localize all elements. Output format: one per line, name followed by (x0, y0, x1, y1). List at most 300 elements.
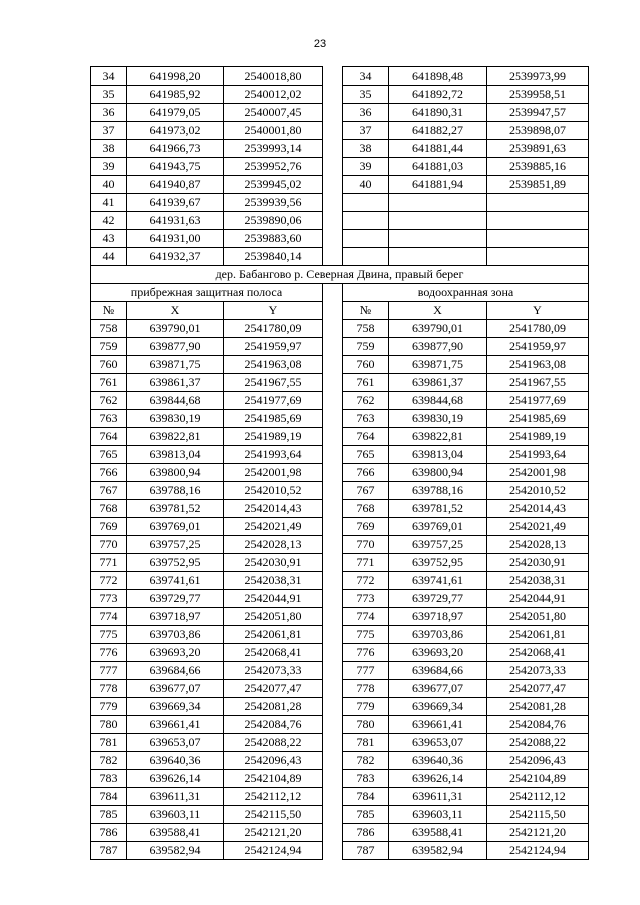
cell-y-left: 2541959,97 (224, 338, 323, 356)
cell-num-left: 44 (91, 248, 127, 266)
cell-x-right: 639800,94 (389, 464, 487, 482)
column-gap (323, 842, 343, 860)
cell-num-right: 777 (343, 662, 389, 680)
cell-x-left: 639790,01 (127, 320, 224, 338)
cell-y-right: 2542073,33 (487, 662, 589, 680)
cell-num-right: 786 (343, 824, 389, 842)
cell-num-left: 775 (91, 626, 127, 644)
page-number: 23 (313, 38, 327, 50)
cell-x-left: 639861,37 (127, 374, 224, 392)
cell-num-right: 775 (343, 626, 389, 644)
cell-x-left: 641973,02 (127, 122, 224, 140)
cell-y-right: 2539958,51 (487, 86, 589, 104)
cell-y-left: 2539883,60 (224, 230, 323, 248)
cell-y-left: 2542068,41 (224, 644, 323, 662)
cell-num-left: 40 (91, 176, 127, 194)
cell-y-right: 2539851,89 (487, 176, 589, 194)
cell-x-right: 639669,34 (389, 698, 487, 716)
cell-num-left: 762 (91, 392, 127, 410)
column-gap (323, 67, 343, 86)
cell-y-right: 2542010,52 (487, 482, 589, 500)
column-gap (323, 248, 343, 266)
cell-y-left: 2542073,33 (224, 662, 323, 680)
cell-y-left: 2542044,91 (224, 590, 323, 608)
cell-x-left: 641940,87 (127, 176, 224, 194)
cell-x-left: 641939,67 (127, 194, 224, 212)
cell-x-right: 639582,94 (389, 842, 487, 860)
cell-y-left: 2542010,52 (224, 482, 323, 500)
cell-x-right: 639757,25 (389, 536, 487, 554)
cell-num-right: 785 (343, 806, 389, 824)
cell-y-right: 2542084,76 (487, 716, 589, 734)
cell-y-left: 2542081,28 (224, 698, 323, 716)
cell-y-right: 2539973,99 (487, 67, 589, 86)
cell-x-left: 641931,63 (127, 212, 224, 230)
cell-num-right (343, 194, 389, 212)
column-gap (323, 86, 343, 104)
cell-num-right: 37 (343, 122, 389, 140)
cell-y-right: 2541977,69 (487, 392, 589, 410)
cell-num-right: 765 (343, 446, 389, 464)
table-row (91, 716, 589, 734)
cell-x-left: 639603,11 (127, 806, 224, 824)
cell-x-right: 641898,48 (389, 67, 487, 86)
cell-x-right: 639790,01 (389, 320, 487, 338)
cell-num-right: 782 (343, 752, 389, 770)
cell-x-left: 639813,04 (127, 446, 224, 464)
cell-x-right: 639703,86 (389, 626, 487, 644)
table-row (91, 338, 589, 356)
column-gap (323, 752, 343, 770)
cell-y-left: 2542112,12 (224, 788, 323, 806)
cell-num-left: 767 (91, 482, 127, 500)
table-row (91, 680, 589, 698)
table-row (91, 410, 589, 428)
cell-num-right: 760 (343, 356, 389, 374)
top-rows-group (91, 67, 589, 266)
cell-num-left: 37 (91, 122, 127, 140)
cell-x-right: 639693,20 (389, 644, 487, 662)
cell-num-right: 767 (343, 482, 389, 500)
cell-y-right: 2542061,81 (487, 626, 589, 644)
table-row (91, 464, 589, 482)
column-gap (323, 194, 343, 212)
cell-x-right (389, 212, 487, 230)
cell-num-left: 769 (91, 518, 127, 536)
table-row (91, 644, 589, 662)
column-gap (323, 500, 343, 518)
cell-x-left: 639769,01 (127, 518, 224, 536)
column-gap (323, 140, 343, 158)
table-row (91, 572, 589, 590)
table-row (91, 770, 589, 788)
cell-num-right (343, 230, 389, 248)
cell-x-right (389, 194, 487, 212)
table-row (91, 446, 589, 464)
cell-x-left: 639844,68 (127, 392, 224, 410)
cell-num-right: 781 (343, 734, 389, 752)
cell-x-left: 639788,16 (127, 482, 224, 500)
column-gap (323, 608, 343, 626)
cell-num-left: 39 (91, 158, 127, 176)
cell-num-left: 781 (91, 734, 127, 752)
cell-x-left: 639669,34 (127, 698, 224, 716)
cell-num-left: 36 (91, 104, 127, 122)
cell-x-right: 641890,31 (389, 104, 487, 122)
section-header-group (91, 266, 589, 320)
cell-x-left: 639626,14 (127, 770, 224, 788)
cell-y-left: 2542030,91 (224, 554, 323, 572)
cell-x-left: 641932,37 (127, 248, 224, 266)
cell-x-right: 639741,61 (389, 572, 487, 590)
cell-x-left: 639684,66 (127, 662, 224, 680)
column-gap (323, 572, 343, 590)
cell-num-right: 772 (343, 572, 389, 590)
column-gap (323, 338, 343, 356)
cell-x-left: 641943,75 (127, 158, 224, 176)
table-row (91, 482, 589, 500)
column-gap (323, 716, 343, 734)
cell-num-right (343, 212, 389, 230)
cell-num-right: 35 (343, 86, 389, 104)
cell-num-left: 778 (91, 680, 127, 698)
cell-y-right: 2541993,64 (487, 446, 589, 464)
cell-num-left: 42 (91, 212, 127, 230)
cell-y-left: 2540001,80 (224, 122, 323, 140)
cell-x-right: 641881,94 (389, 176, 487, 194)
column-gap (323, 230, 343, 248)
cell-y-right: 2542068,41 (487, 644, 589, 662)
cell-x-right: 639661,41 (389, 716, 487, 734)
cell-num-left: 761 (91, 374, 127, 392)
section-title: дер. Бабангово р. Северная Двина, правый берег (91, 266, 589, 284)
cell-y-right: 2539885,16 (487, 158, 589, 176)
column-gap (323, 122, 343, 140)
cell-y-right: 2542115,50 (487, 806, 589, 824)
cell-num-right: 771 (343, 554, 389, 572)
cell-y-left: 2541989,19 (224, 428, 323, 446)
cell-x-right: 639822,81 (389, 428, 487, 446)
table-row (91, 518, 589, 536)
table-row (91, 590, 589, 608)
cell-y-left: 2539945,02 (224, 176, 323, 194)
cell-x-right: 639769,01 (389, 518, 487, 536)
right-subtitle: водоохранная зона (343, 284, 589, 302)
cell-num-right: 40 (343, 176, 389, 194)
cell-num-left: 759 (91, 338, 127, 356)
column-gap (323, 662, 343, 680)
header-num-right: № (343, 302, 389, 320)
table-row (91, 392, 589, 410)
cell-y-left: 2540012,02 (224, 86, 323, 104)
column-gap (323, 392, 343, 410)
cell-x-right: 639718,97 (389, 608, 487, 626)
column-gap (323, 428, 343, 446)
column-gap (323, 824, 343, 842)
cell-x-left: 639640,36 (127, 752, 224, 770)
cell-x-left: 641966,73 (127, 140, 224, 158)
cell-y-right: 2539947,57 (487, 104, 589, 122)
cell-num-left: 770 (91, 536, 127, 554)
cell-x-right: 639830,19 (389, 410, 487, 428)
column-gap (323, 698, 343, 716)
coordinates-table (90, 66, 589, 860)
cell-num-right: 773 (343, 590, 389, 608)
cell-y-left: 2542038,31 (224, 572, 323, 590)
cell-x-right: 639729,77 (389, 590, 487, 608)
cell-y-right: 2541989,19 (487, 428, 589, 446)
header-num-left: № (91, 302, 127, 320)
cell-num-left: 764 (91, 428, 127, 446)
cell-y-right: 2542014,43 (487, 500, 589, 518)
cell-y-right: 2542044,91 (487, 590, 589, 608)
cell-x-left: 639703,86 (127, 626, 224, 644)
table-row (91, 842, 589, 860)
cell-x-left: 639588,41 (127, 824, 224, 842)
column-gap (323, 770, 343, 788)
cell-num-right: 38 (343, 140, 389, 158)
table-row (91, 752, 589, 770)
cell-x-right: 639677,07 (389, 680, 487, 698)
cell-num-right: 768 (343, 500, 389, 518)
cell-num-left: 787 (91, 842, 127, 860)
cell-y-left: 2539993,14 (224, 140, 323, 158)
cell-num-right: 36 (343, 104, 389, 122)
cell-x-left: 639741,61 (127, 572, 224, 590)
cell-x-left: 639877,90 (127, 338, 224, 356)
cell-x-left: 639582,94 (127, 842, 224, 860)
cell-num-left: 768 (91, 500, 127, 518)
cell-num-right: 780 (343, 716, 389, 734)
cell-num-left: 765 (91, 446, 127, 464)
cell-y-right: 2542038,31 (487, 572, 589, 590)
header-y-left: Y (224, 302, 323, 320)
cell-x-right: 639877,90 (389, 338, 487, 356)
table-row (91, 176, 589, 194)
cell-num-left: 763 (91, 410, 127, 428)
table-row (91, 158, 589, 176)
cell-x-right: 639781,52 (389, 500, 487, 518)
column-gap (323, 374, 343, 392)
cell-y-left: 2541977,69 (224, 392, 323, 410)
cell-y-right: 2539898,07 (487, 122, 589, 140)
cell-y-right: 2542096,43 (487, 752, 589, 770)
cell-x-right: 639752,95 (389, 554, 487, 572)
cell-num-left: 779 (91, 698, 127, 716)
table-row (91, 806, 589, 824)
table-row (91, 374, 589, 392)
cell-y-right: 2541985,69 (487, 410, 589, 428)
cell-x-right: 639653,07 (389, 734, 487, 752)
cell-x-left: 639800,94 (127, 464, 224, 482)
cell-num-left: 786 (91, 824, 127, 842)
table-row (91, 248, 589, 266)
cell-y-left: 2542121,20 (224, 824, 323, 842)
cell-num-left: 782 (91, 752, 127, 770)
cell-y-right: 2541967,55 (487, 374, 589, 392)
cell-x-left: 639693,20 (127, 644, 224, 662)
cell-y-right: 2542124,94 (487, 842, 589, 860)
cell-num-left: 773 (91, 590, 127, 608)
column-gap (323, 212, 343, 230)
table-row (91, 212, 589, 230)
table-row (91, 824, 589, 842)
cell-num-right: 779 (343, 698, 389, 716)
table-row (91, 428, 589, 446)
column-gap (323, 104, 343, 122)
cell-x-right: 641881,03 (389, 158, 487, 176)
cell-num-left: 774 (91, 608, 127, 626)
column-gap (323, 410, 343, 428)
cell-x-left: 639718,97 (127, 608, 224, 626)
cell-y-right: 2542081,28 (487, 698, 589, 716)
table-row (91, 734, 589, 752)
table-row (91, 104, 589, 122)
cell-x-right: 639640,36 (389, 752, 487, 770)
cell-y-left: 2542088,22 (224, 734, 323, 752)
cell-x-left: 639871,75 (127, 356, 224, 374)
cell-x-left: 639729,77 (127, 590, 224, 608)
cell-x-right (389, 230, 487, 248)
table-row (91, 230, 589, 248)
cell-num-left: 780 (91, 716, 127, 734)
cell-num-right: 764 (343, 428, 389, 446)
cell-y-left: 2542014,43 (224, 500, 323, 518)
cell-y-left: 2539952,76 (224, 158, 323, 176)
cell-num-right: 39 (343, 158, 389, 176)
cell-num-left: 777 (91, 662, 127, 680)
cell-x-left: 639752,95 (127, 554, 224, 572)
cell-x-left: 639653,07 (127, 734, 224, 752)
cell-y-left: 2542104,89 (224, 770, 323, 788)
table-row (91, 140, 589, 158)
cell-num-left: 758 (91, 320, 127, 338)
cell-y-right (487, 230, 589, 248)
table-row (91, 662, 589, 680)
cell-y-left: 2541963,08 (224, 356, 323, 374)
table-row (91, 536, 589, 554)
cell-num-right: 778 (343, 680, 389, 698)
cell-num-left: 772 (91, 572, 127, 590)
table-row (91, 698, 589, 716)
cell-y-left: 2542021,49 (224, 518, 323, 536)
column-gap (323, 554, 343, 572)
cell-y-right: 2542021,49 (487, 518, 589, 536)
cell-num-right: 774 (343, 608, 389, 626)
cell-y-right: 2542077,47 (487, 680, 589, 698)
cell-x-right: 639626,14 (389, 770, 487, 788)
table-row (91, 500, 589, 518)
cell-num-right (343, 248, 389, 266)
cell-y-left: 2540018,80 (224, 67, 323, 86)
cell-num-right: 759 (343, 338, 389, 356)
cell-num-left: 760 (91, 356, 127, 374)
cell-y-right: 2539891,63 (487, 140, 589, 158)
cell-x-left: 639611,31 (127, 788, 224, 806)
cell-x-right: 641882,27 (389, 122, 487, 140)
table-row (91, 356, 589, 374)
cell-num-right: 762 (343, 392, 389, 410)
cell-num-left: 785 (91, 806, 127, 824)
cell-num-left: 776 (91, 644, 127, 662)
cell-num-right: 763 (343, 410, 389, 428)
cell-num-left: 783 (91, 770, 127, 788)
cell-y-left: 2542084,76 (224, 716, 323, 734)
cell-x-right: 639813,04 (389, 446, 487, 464)
cell-y-right: 2542028,13 (487, 536, 589, 554)
column-gap (323, 518, 343, 536)
column-gap (323, 464, 343, 482)
cell-y-right: 2541780,09 (487, 320, 589, 338)
header-x-left: X (127, 302, 224, 320)
cell-y-left: 2542115,50 (224, 806, 323, 824)
header-y-right: Y (487, 302, 589, 320)
cell-x-left: 641979,05 (127, 104, 224, 122)
cell-y-left: 2541985,69 (224, 410, 323, 428)
cell-num-left: 766 (91, 464, 127, 482)
cell-x-left: 639677,07 (127, 680, 224, 698)
cell-x-left: 641998,20 (127, 67, 224, 86)
column-gap (323, 302, 343, 320)
cell-y-left: 2541967,55 (224, 374, 323, 392)
cell-x-right: 639611,31 (389, 788, 487, 806)
cell-x-right: 639788,16 (389, 482, 487, 500)
cell-num-right: 784 (343, 788, 389, 806)
cell-y-right (487, 212, 589, 230)
cell-num-right: 766 (343, 464, 389, 482)
cell-y-right: 2542104,89 (487, 770, 589, 788)
column-gap (323, 482, 343, 500)
cell-num-left: 41 (91, 194, 127, 212)
cell-y-right: 2542121,20 (487, 824, 589, 842)
cell-y-left: 2542124,94 (224, 842, 323, 860)
table-row (91, 67, 589, 86)
cell-x-left: 639830,19 (127, 410, 224, 428)
cell-y-right: 2541959,97 (487, 338, 589, 356)
cell-num-right: 770 (343, 536, 389, 554)
column-gap (323, 176, 343, 194)
column-gap (323, 446, 343, 464)
table-row (91, 86, 589, 104)
table-row (91, 554, 589, 572)
cell-num-left: 771 (91, 554, 127, 572)
cell-num-left: 38 (91, 140, 127, 158)
cell-x-right: 641892,72 (389, 86, 487, 104)
cell-x-left: 641985,92 (127, 86, 224, 104)
table-row (91, 788, 589, 806)
cell-y-left: 2539840,14 (224, 248, 323, 266)
cell-num-right: 34 (343, 67, 389, 86)
cell-x-right (389, 248, 487, 266)
cell-num-right: 761 (343, 374, 389, 392)
table-row (91, 122, 589, 140)
cell-y-right: 2542001,98 (487, 464, 589, 482)
cell-y-left: 2539890,06 (224, 212, 323, 230)
table-row (91, 320, 589, 338)
cell-num-left: 35 (91, 86, 127, 104)
cell-num-right: 758 (343, 320, 389, 338)
column-gap (323, 680, 343, 698)
column-gap (323, 356, 343, 374)
cell-y-left: 2542051,80 (224, 608, 323, 626)
cell-num-left: 43 (91, 230, 127, 248)
column-gap (323, 806, 343, 824)
column-gap (323, 536, 343, 554)
cell-x-right: 639861,37 (389, 374, 487, 392)
cell-x-right: 639684,66 (389, 662, 487, 680)
cell-x-left: 641931,00 (127, 230, 224, 248)
table-row (91, 608, 589, 626)
